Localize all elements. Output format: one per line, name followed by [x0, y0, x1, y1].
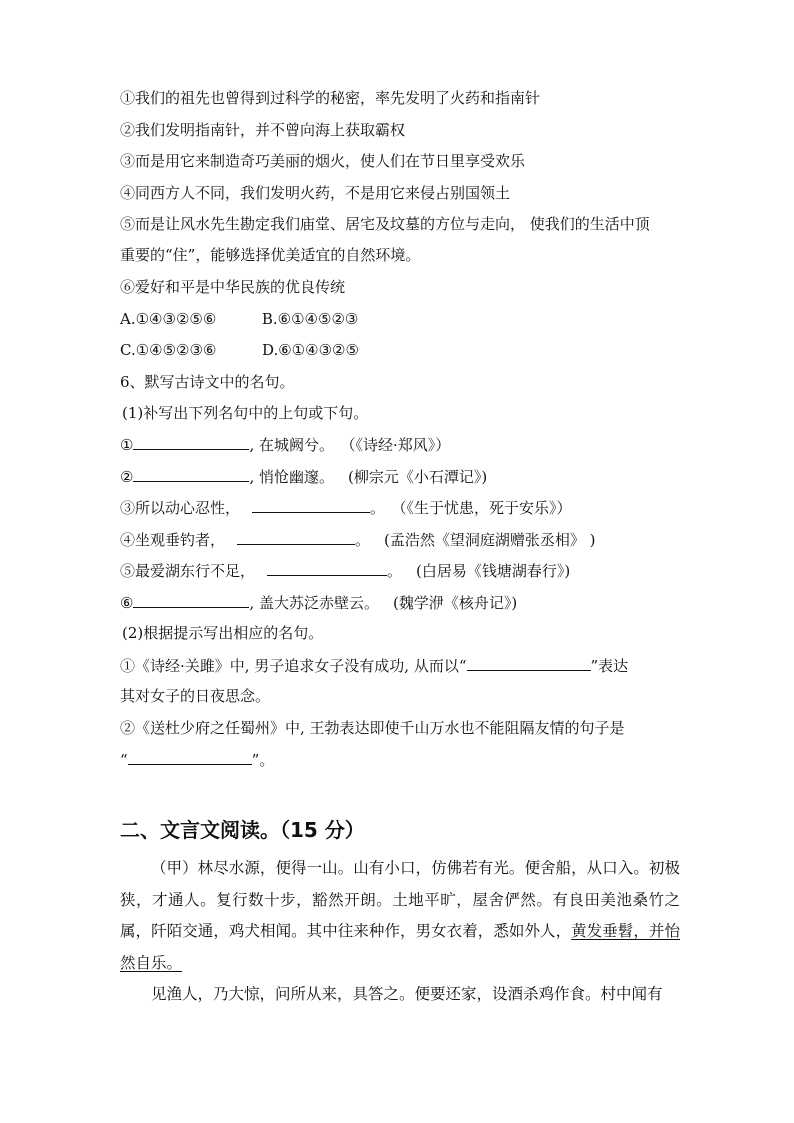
item-text: 。	[370, 499, 386, 517]
sentence-4: ④同西方人不同，我们发明火药，不是用它来侵占别国领土	[120, 184, 511, 202]
sentence-3: ③而是用它来制造奇巧美丽的烟火，使人们在节日里享受欢乐	[120, 152, 526, 170]
passage-paragraph-2: 见渔人，乃大惊，问所从来，具答之。便要还家，设酒杀鸡作食。村中闻有	[151, 985, 663, 1003]
fill-item-6	[120, 592, 517, 613]
part2-item-2-line-1: ②《送杜少府之任蜀州》中, 王勃表达即使千山万水也不能阻隔友情的句子是	[120, 719, 625, 737]
item-source: (魏学洢《核舟记》)	[393, 594, 518, 612]
part2-item-2-line-2: “ ”。	[120, 751, 275, 769]
fill-item-1	[120, 434, 450, 455]
item-number: ②	[120, 468, 134, 486]
question-6-title: 6、默写古诗文中的名句。	[120, 373, 295, 391]
item-source: (柳宗元《小石潭记》)	[348, 468, 488, 486]
options-row-1	[120, 309, 358, 329]
fill-item-4	[120, 529, 596, 550]
fill-item-3	[120, 497, 572, 518]
option-d: D.⑥①④③②⑤	[261, 341, 359, 359]
answer-blank[interactable]	[252, 497, 370, 513]
part2-item-1-line-1: ①《诗经·关雎》中, 男子追求女子没有成功, 从而以“ ”表达	[120, 657, 629, 675]
fill-item-5	[120, 560, 570, 581]
answer-blank[interactable]	[133, 466, 249, 482]
sentence-2: ②我们发明指南针，并不曾向海上获取霸权	[120, 121, 406, 139]
answer-blank[interactable]	[467, 655, 591, 671]
answer-blank[interactable]	[133, 592, 249, 608]
item-text: , 悄怆幽邃。	[249, 468, 334, 486]
answer-blank[interactable]	[133, 434, 249, 450]
item-text: ④坐观垂钓者，	[120, 531, 226, 549]
fill-item-2	[120, 466, 487, 487]
sentence-1: ①我们的祖先也曾得到过科学的秘密，率先发明了火药和指南针	[120, 89, 541, 107]
answer-blank[interactable]	[267, 560, 387, 576]
passage-paragraph-1: （甲）林尽水源，便得一山。山有小口，仿佛若有光。便舍船，从口入。初极狭，才通人。复行数十步，豁然开朗。土地平旷，屋舍俨然。有良田美池桑竹之属，阡陌交通，鸡犬相闻。其中往来种作，男女衣着，悉如外人，黄发垂髫，并怡然自乐。	[120, 859, 680, 972]
sentence-5-continued: 重要的“住”，能够选择优美适宜的自然环境。	[120, 246, 421, 264]
options-row-2	[120, 340, 359, 360]
answer-blank[interactable]	[128, 749, 252, 765]
item-text: ⑤最爱湖东行不足，	[120, 562, 256, 580]
item-source: （《诗经·郑风》）	[348, 436, 451, 454]
question-6-part2-title: (2)根据提示写出相应的名句。	[122, 624, 324, 642]
section-2-title: 二、文言文阅读。（15 分）	[120, 818, 365, 842]
item-text: 。	[387, 562, 403, 580]
question-6-part1-title: (1)补写出下列名句中的上句或下句。	[122, 404, 369, 422]
answer-blank[interactable]	[237, 529, 355, 545]
sentence-5: ⑤而是让风水先生勘定我们庙堂、居宅及坟墓的方位与走向， 使我们的生活中顶	[120, 215, 650, 233]
item-text: 。	[355, 531, 371, 549]
sentence-6: ⑥爱好和平是中华民族的优良传统	[120, 278, 346, 296]
item-source: (白居易《钱塘湖春行》)	[416, 562, 571, 580]
option-b: B.⑥①④⑤②③	[261, 310, 359, 328]
item-text: ③所以动心忍性，	[120, 499, 241, 517]
item-source: （《生于忧患，死于安乐》）	[399, 499, 572, 517]
underlined-sentence: 黄发垂髫，并怡然自乐。	[120, 922, 680, 972]
item-number: ⑥	[120, 594, 134, 612]
item-text: , 盖大苏泛赤壁云。	[249, 594, 379, 612]
option-a: A.①④③②⑤⑥	[120, 310, 217, 328]
item-source: (孟浩然《望洞庭湖赠张丞相》 )	[384, 531, 596, 549]
option-c: C.①④⑤②③⑥	[120, 341, 217, 359]
part2-item-1-line-2: 其对女子的日夜思念。	[120, 687, 271, 705]
item-text: , 在城阙兮。	[249, 436, 334, 454]
item-number: ①	[120, 436, 134, 454]
